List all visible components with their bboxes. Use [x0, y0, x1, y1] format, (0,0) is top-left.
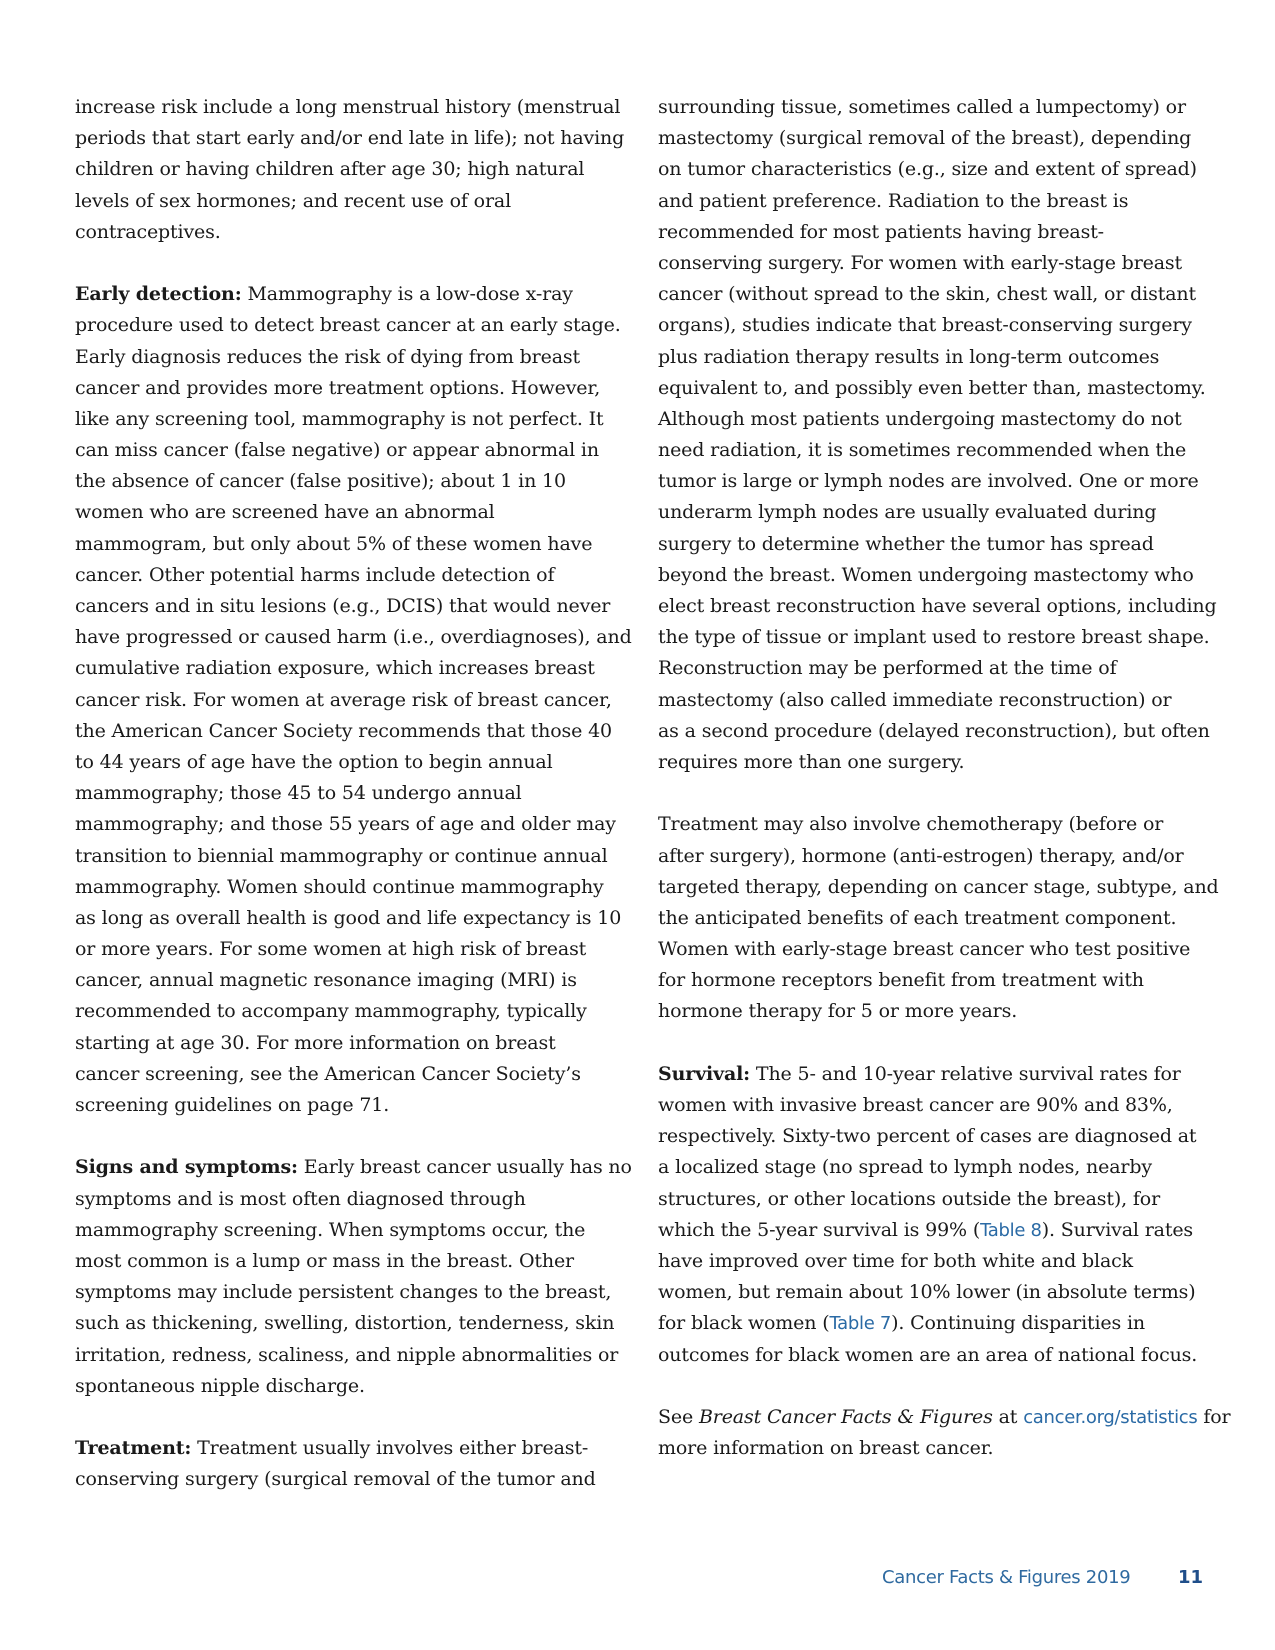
text-line: as long as overall health is good and life expectancy is 10 — [75, 906, 622, 929]
text-line: the type of tissue or implant used to restore breast shape. — [658, 626, 1210, 649]
text-line — [75, 279, 635, 310]
treatment-therapies-paragraph — [658, 809, 1218, 1027]
text-line: cumulative radiation exposure, which increases breast — [75, 657, 595, 680]
text-line: screening guidelines on page 71. — [75, 1094, 390, 1116]
text-line: tumor is large or lymph nodes are involved. One or more — [658, 470, 1199, 493]
text-line: or more years. For some women at high risk of breast — [75, 938, 587, 961]
text-line: requires more than one surgery. — [658, 750, 965, 773]
table-7-link[interactable]: Table 7 — [829, 1313, 892, 1335]
text-line: children or having children after age 30; high natural — [75, 158, 585, 181]
text-line — [658, 1402, 1231, 1433]
right-column — [658, 92, 1231, 1464]
text-line: the anticipated benefits of each treatment component. — [658, 906, 1177, 929]
text-line: mastectomy (surgical removal of the breast), depending — [658, 127, 1192, 150]
text-line: women who are screened have an abnormal — [75, 501, 495, 524]
text-line: on tumor characteristics (e.g., size and extent of spread) — [658, 158, 1197, 181]
text-line: targeted therapy, depending on cancer stage, subtype, and — [658, 875, 1219, 898]
paragraph-gap — [658, 1028, 1218, 1059]
text-line: structures, or other locations outside the breast), for — [658, 1187, 1161, 1210]
text-run: See — [658, 1405, 699, 1428]
text-line: surgery to determine whether the tumor has spread — [658, 532, 1154, 555]
treatment-continued-paragraph — [658, 92, 1218, 778]
text-line: Treatment may also involve chemotherapy (before or — [658, 813, 1164, 836]
text-line: as a second procedure (delayed reconstruction), but often — [658, 719, 1210, 742]
text-line: mammography; and those 55 years of age and older may — [75, 813, 616, 836]
text-line: cancer screening, see the American Cancer Society’s — [75, 1062, 581, 1085]
signs-symptoms-paragraph — [75, 1152, 635, 1402]
text-line — [658, 1308, 1218, 1339]
text-line: women, but remain about 10% lower (in absolute terms) — [658, 1281, 1196, 1304]
text-line: surrounding tissue, sometimes called a lumpectomy) or — [658, 96, 1186, 118]
text-line: equivalent to, and possibly even better than, mastectomy. — [658, 376, 1206, 399]
text-line — [658, 1059, 1218, 1090]
section-heading-early-detection: Early detection: — [75, 283, 242, 306]
text-line: the American Cancer Society recommends that those 40 — [75, 719, 612, 742]
text-run: Treatment usually involves either breast- — [191, 1437, 589, 1460]
text-line: symptoms may include persistent changes to the breast, — [75, 1281, 612, 1304]
text-line: like any screening tool, mammography is not perfect. It — [75, 407, 604, 430]
text-line: such as thickening, swelling, distortion, tenderness, skin — [75, 1312, 615, 1335]
paragraph-gap — [75, 1121, 635, 1152]
text-line: Reconstruction may be performed at the time of — [658, 657, 1117, 680]
text-run: Early breast cancer usually has no — [297, 1156, 632, 1179]
text-line: a localized stage (no spread to lymph nodes, nearby — [658, 1156, 1152, 1179]
text-line — [75, 1433, 635, 1464]
page-number: 11 — [1178, 1567, 1204, 1588]
text-line: cancer (without spread to the skin, chest wall, or distant — [658, 283, 1196, 306]
text-line: contraceptives. — [75, 220, 221, 243]
text-line: beyond the breast. Women undergoing mastectomy who — [658, 563, 1194, 586]
text-line: periods that start early and/or end late in life); not having — [75, 127, 625, 150]
text-line: mammography; those 45 to 54 undergo annual — [75, 782, 522, 805]
text-line: more information on breast cancer. — [658, 1437, 994, 1460]
text-line: Although most patients undergoing mastectomy do not — [658, 407, 1182, 430]
text-line: elect breast reconstruction have several options, including — [658, 595, 1217, 617]
text-line: mammography. Women should continue mammography — [75, 875, 604, 898]
text-line: mammography screening. When symptoms occur, the — [75, 1218, 586, 1241]
text-run: at — [992, 1405, 1024, 1428]
text-line: and patient preference. Radiation to the breast is — [658, 189, 1129, 212]
text-line — [658, 1215, 1218, 1246]
text-line: mammogram, but only about 5% of these women have — [75, 532, 593, 555]
text-line: recommended to accompany mammography, typically — [75, 1000, 587, 1023]
text-line: plus radiation therapy results in long-term outcomes — [658, 345, 1160, 368]
text-line: organs), studies indicate that breast-conserving surgery — [658, 314, 1192, 337]
text-line: spontaneous nipple discharge. — [75, 1374, 365, 1397]
text-line: cancer, annual magnetic resonance imaging (MRI) is — [75, 969, 577, 992]
early-detection-paragraph — [75, 279, 635, 1121]
text-line: Women with early-stage breast cancer who test positive — [658, 938, 1191, 961]
text-line: recommended for most patients having breast- — [658, 220, 1104, 243]
text-line: cancer. Other potential harms include detection of — [75, 563, 555, 586]
text-line: conserving surgery (surgical removal of the tumor and — [75, 1468, 596, 1491]
section-heading-signs-symptoms: Signs and symptoms: — [75, 1156, 298, 1179]
text-line: respectively. Sixty-two percent of cases are diagnosed at — [658, 1125, 1197, 1148]
text-run: Mammography is a low-dose x-ray — [241, 283, 573, 306]
text-run: which the 5-year survival is 99% ( — [658, 1218, 981, 1241]
section-heading-survival: Survival: — [658, 1062, 751, 1085]
table-8-link[interactable]: Table 8 — [980, 1219, 1042, 1241]
see-also-paragraph — [658, 1402, 1231, 1464]
text-line: mastectomy (also called immediate reconstruction) or — [658, 688, 1172, 711]
text-line: most common is a lump or mass in the breast. Other — [75, 1249, 574, 1272]
text-line: underarm lymph nodes are usually evaluated during — [658, 501, 1157, 524]
text-line: the absence of cancer (false positive); about 1 in 10 — [75, 470, 566, 493]
text-line: starting at age 30. For more information on breast — [75, 1031, 556, 1054]
text-line: outcomes for black women are an area of national focus. — [658, 1343, 1198, 1366]
text-run: ). Continuing disparities in — [891, 1312, 1145, 1335]
text-run: for black women ( — [658, 1312, 830, 1335]
text-line: irritation, redness, scaliness, and nipple abnormalities or — [75, 1343, 619, 1366]
left-column — [75, 92, 635, 1495]
text-line: have improved over time for both white and black — [658, 1249, 1133, 1272]
text-line: conserving surgery. For women with early-stage breast — [658, 251, 1182, 274]
text-line: cancers and in situ lesions (e.g., DCIS) that would never — [75, 595, 611, 617]
text-line: after surgery), hormone (anti-estrogen) therapy, and/or — [658, 844, 1184, 867]
text-line: Early diagnosis reduces the risk of dying from breast — [75, 345, 580, 368]
text-line: increase risk include a long menstrual history (menstrual — [75, 96, 621, 118]
text-line: cancer and provides more treatment options. However, — [75, 376, 601, 399]
text-line — [75, 1152, 635, 1183]
page-footer — [0, 1567, 1275, 1597]
text-line: symptoms and is most often diagnosed through — [75, 1187, 526, 1210]
paragraph-gap — [658, 778, 1218, 809]
paragraph-gap — [658, 1371, 1218, 1402]
publication-title-italic: Breast Cancer Facts & Figures — [698, 1405, 993, 1428]
text-run: for — [1197, 1405, 1231, 1428]
text-line: transition to biennial mammography or continue annual — [75, 844, 608, 867]
text-line: women with invasive breast cancer are 90% and 83%, — [658, 1094, 1173, 1116]
text-line: cancer risk. For women at average risk of breast cancer, — [75, 688, 612, 711]
footer-publication-title: Cancer Facts & Figures 2019 — [882, 1567, 1131, 1588]
text-run: ). Survival rates — [1041, 1218, 1194, 1241]
text-line: to 44 years of age have the option to begin annual — [75, 750, 553, 773]
paragraph-gap — [75, 1402, 635, 1433]
text-line: have progressed or caused harm (i.e., overdiagnoses), and — [75, 626, 632, 649]
text-line: procedure used to detect breast cancer at an early stage. — [75, 314, 621, 337]
paragraph-gap — [75, 248, 635, 279]
text-line: need radiation, it is sometimes recommended when the — [658, 439, 1187, 462]
survival-paragraph — [658, 1059, 1218, 1371]
text-line: for hormone receptors benefit from treatment with — [658, 969, 1144, 992]
section-heading-treatment: Treatment: — [75, 1437, 192, 1460]
treatment-paragraph — [75, 1433, 635, 1495]
text-line: levels of sex hormones; and recent use of oral — [75, 189, 512, 212]
risk-factors-paragraph — [75, 92, 635, 248]
cancer-org-statistics-link[interactable]: cancer.org/statistics — [1023, 1406, 1198, 1428]
text-line: can miss cancer (false negative) or appear abnormal in — [75, 439, 599, 462]
text-run: The 5- and 10-year relative survival rates for — [750, 1062, 1181, 1085]
text-line: hormone therapy for 5 or more years. — [658, 1000, 1018, 1023]
